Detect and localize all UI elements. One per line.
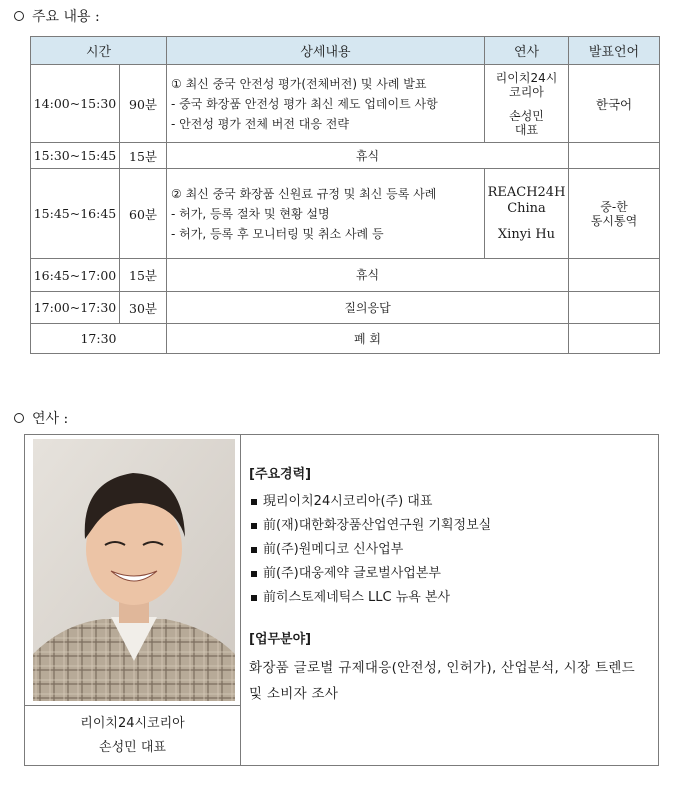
detail-title: ① 최신 중국 안전성 평가(전체버전) 및 사례 발표 <box>171 76 427 91</box>
circle-bullet-icon <box>14 413 24 423</box>
header-time: 시간 <box>31 37 167 65</box>
header-details: 상세내용 <box>167 37 485 65</box>
speaker-cell <box>485 65 569 143</box>
speaker-line: 손성민 <box>509 108 544 123</box>
caption-name: 손성민 대표 <box>99 740 166 755</box>
closing-cell: 폐 회 <box>167 324 569 354</box>
language-line: 중-한 <box>600 199 628 214</box>
duration-cell: 60분 <box>120 169 167 259</box>
caption-company: 리이치24시코리아 <box>80 716 185 731</box>
break-cell: 휴식 <box>167 259 569 292</box>
speaker-cell <box>485 169 569 259</box>
photo-column <box>25 435 241 765</box>
detail-item: - 허가, 등록 후 모니터링 및 취소 사례 등 <box>171 226 384 241</box>
speaker-line: 대표 <box>514 122 539 137</box>
details-cell <box>167 65 485 143</box>
list-item: 前(주)대웅제약 글로벌사업본부 <box>249 562 649 586</box>
field-heading: [업무분야] <box>249 632 312 647</box>
break-cell: 휴식 <box>167 143 569 169</box>
table-row <box>31 169 660 259</box>
speaker-caption <box>25 705 240 765</box>
section-heading-speaker <box>14 408 68 428</box>
detail-item: - 중국 화장품 안전성 평가 최신 제도 업데이트 사항 <box>171 96 438 111</box>
speaker-line: China <box>507 200 546 216</box>
schedule-table <box>30 36 660 354</box>
list-item: 前히스토제네틱스 LLC 뉴욕 본사 <box>249 586 649 610</box>
details-cell <box>167 169 485 259</box>
speaker-line: 코리아 <box>509 84 544 99</box>
speaker-profile-box <box>24 434 659 766</box>
time-cell: 14:00~15:30 <box>31 65 120 143</box>
duration-cell: 15분 <box>120 259 167 292</box>
header-language: 발표언어 <box>569 37 660 65</box>
career-heading: [주요경력] <box>249 467 312 482</box>
qa-cell: 질의응답 <box>167 292 569 324</box>
duration-cell: 30분 <box>120 292 167 324</box>
list-item: 前(재)대한화장품산업연구원 기획정보실 <box>249 514 649 538</box>
field-text: 화장품 글로벌 규제대응(안전성, 인허가), 산업분석, 시장 트렌드 및 소비자 조사 <box>249 660 635 702</box>
time-cell: 16:45~17:00 <box>31 259 120 292</box>
time-cell: 15:45~16:45 <box>31 169 120 259</box>
time-cell: 17:00~17:30 <box>31 292 120 324</box>
circle-bullet-icon <box>14 11 24 21</box>
speaker-line: REACH24H <box>487 184 566 200</box>
list-item: 現리이치24시코리아(주) 대표 <box>249 490 649 514</box>
language-cell: 한국어 <box>569 65 660 143</box>
section-heading-main-content <box>14 6 100 26</box>
section-title: 연사 : <box>32 411 69 427</box>
table-header-row <box>31 37 660 65</box>
speaker-info <box>249 463 649 707</box>
header-speaker: 연사 <box>485 37 569 65</box>
detail-item: - 안전성 평가 전체 버전 대응 전략 <box>171 116 349 131</box>
speaker-photo <box>33 439 235 701</box>
duration-cell: 90분 <box>120 65 167 143</box>
speaker-line: 리이치24시 <box>495 70 558 85</box>
table-row <box>31 324 660 354</box>
duration-cell: 15분 <box>120 143 167 169</box>
time-cell: 15:30~15:45 <box>31 143 120 169</box>
table-row <box>31 259 660 292</box>
time-cell: 17:30 <box>31 324 167 354</box>
detail-title: ② 최신 중국 화장품 신원료 규정 및 최신 등록 사례 <box>171 186 437 201</box>
career-list <box>249 490 649 610</box>
speaker-portrait-image <box>33 439 235 701</box>
language-line: 동시통역 <box>590 213 638 228</box>
language-cell <box>569 169 660 259</box>
table-row <box>31 65 660 143</box>
section-title: 주요 내용 : <box>32 9 100 25</box>
table-row <box>31 143 660 169</box>
table-row <box>31 292 660 324</box>
list-item: 前(주)원메디코 신사업부 <box>249 538 649 562</box>
detail-item: - 허가, 등록 절차 및 현황 설명 <box>171 206 330 221</box>
speaker-line: Xinyi Hu <box>497 226 556 242</box>
